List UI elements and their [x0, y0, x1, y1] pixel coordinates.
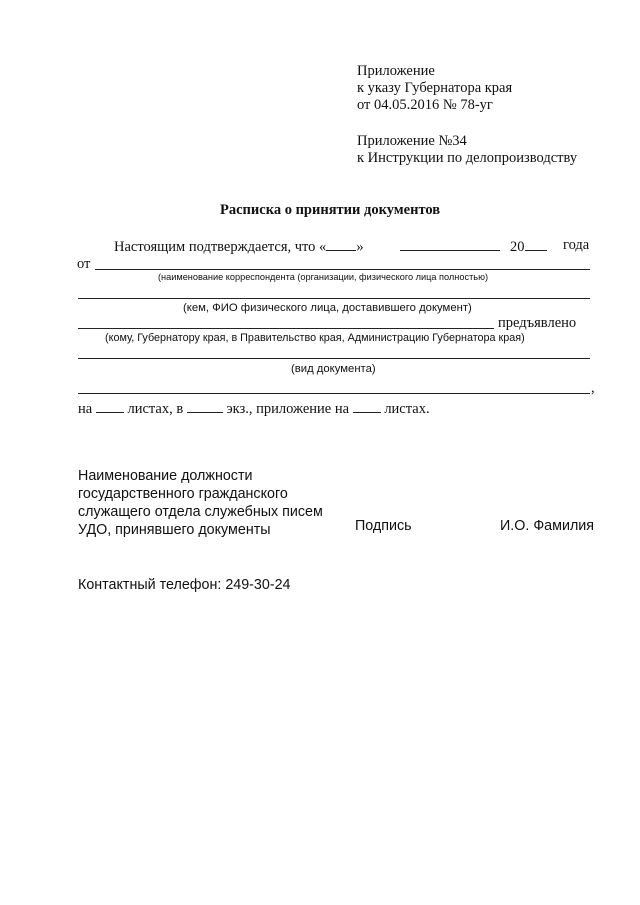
confirm-prefix: Настоящим подтверждается, что «: [114, 239, 327, 255]
correspondent-line[interactable]: [95, 269, 590, 270]
sheets-mid2: экз., приложение на: [226, 401, 350, 417]
appendix34-line-1: Приложение №34: [357, 133, 467, 149]
deliverer-line[interactable]: [78, 298, 590, 299]
position-line-2: государственного гражданского: [78, 486, 288, 502]
signature-label: Подпись: [355, 518, 412, 534]
hint-deliverer: (кем, ФИО физического лица, доставившего документ): [183, 302, 472, 314]
position-line-4: УДО, принявшего документы: [78, 522, 271, 538]
sheets-na: на: [78, 401, 93, 417]
sheets-mid1: листах, в: [127, 401, 184, 417]
hint-correspondent: (наименование корреспондента (организации, физического лица полностью): [158, 272, 489, 282]
sheets-line: [78, 400, 430, 417]
from-label: от: [77, 256, 91, 272]
appendix-line-2: к указу Губернатора края: [357, 80, 513, 96]
name-label: И.О. Фамилия: [500, 518, 595, 534]
document-title: Расписка о принятии документов: [220, 202, 441, 218]
quote-close: »: [356, 239, 364, 255]
appendix34-line-2: к Инструкции по делопроизводству: [357, 150, 578, 166]
appendix-line-1: Приложение: [357, 63, 435, 79]
copies-blank[interactable]: [187, 400, 223, 413]
presented-label: предъявлено: [498, 315, 577, 331]
year-prefix: 20: [510, 239, 525, 255]
position-line-3: служащего отдела служебных писем: [78, 504, 323, 520]
extra-line-comma: ,: [591, 380, 595, 396]
year-suffix: года: [563, 237, 590, 253]
position-line-1: Наименование должности: [78, 468, 253, 484]
recipient-line[interactable]: [78, 328, 494, 329]
year-blank[interactable]: [525, 238, 547, 251]
hint-doc-type: (вид документа): [291, 363, 376, 375]
doc-type-line[interactable]: [78, 358, 590, 359]
contact-phone: Контактный телефон: 249-30-24: [78, 577, 291, 593]
sheets-count-blank[interactable]: [96, 400, 124, 413]
sheets-end: листах.: [384, 401, 430, 417]
year-field: [510, 238, 547, 255]
hint-recipient: (кому, Губернатору края, в Правительство края, Администрацию Губернатора края): [105, 332, 525, 344]
day-blank[interactable]: [326, 238, 356, 251]
attachment-sheets-blank[interactable]: [353, 400, 381, 413]
appendix-line-3: от 04.05.2016 № 78-уг: [357, 97, 493, 113]
month-blank[interactable]: [400, 250, 500, 251]
confirm-line: [114, 238, 364, 255]
extra-line[interactable]: [78, 393, 590, 394]
